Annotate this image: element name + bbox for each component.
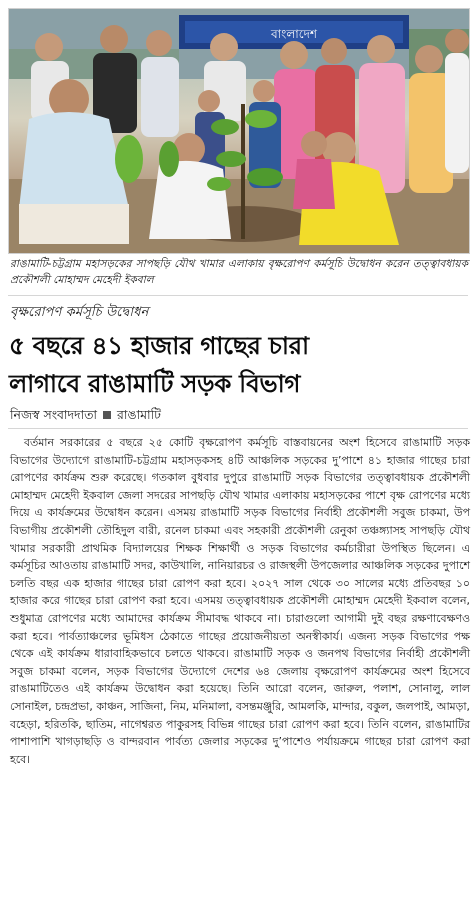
article-kicker: বৃক্ষরোপণ কর্মসূচি উদ্বোধন bbox=[10, 305, 149, 320]
headline-line-1: ৫ বছরে ৪১ হাজার গাছের চারা bbox=[9, 331, 309, 360]
article-headline bbox=[9, 327, 471, 403]
banner-text: বাংলাদেশ bbox=[271, 27, 317, 41]
news-photo bbox=[8, 8, 470, 254]
article-body-text: বর্তমান সরকারের ৫ বছরে ২৫ কোটি বৃক্ষরোপণ কর্মসূচি বাস্তবায়নের অংশ হিসেবে রাঙামাটি সড়ক বিভাগের উদ্যোগে রাঙামাটি-চট্টগ্রাম মহাসড়কসহ ৪টি আঞ্চলিক সড়কের দু’পাশে ৪১ হাজার গাছের চারা রোপণের কার্যক্রম শুরু করেছে। গতকাল বুধবার দুপুরে রাঙামাটি সড়ক বিভাগের তত্ত্বাবধায়ক প্রকৌশলী মোহাম্মদ মেহেদী ইকবাল জেলা সদরের সাপছড়ি যৌথ খামার এলাকায় মহাসড়কের পাশে বৃক্ষ রোপণের মধ্যে দিয়ে এ কার্যক্রমের উদ্বোধন করেন। এসময় রাঙামাটি সড়ক বিভাগের নির্বাহী প্রকৌশলী সবুজ চাকমা, উপ বিভাগীয় প্রকৌশলী তৌহিদুল বারী, রনেল চাকমা এবং সহকারী প্রকৌশলী রেনুকা তঞ্চঙ্গ্যাসহ সাপছড়ি যৌথ খামার সরকারী প্রাথমিক বিদ্যালয়ের শিক্ষক শিক্ষার্থী ও সড়ক বিভাগের কর্মচারীরা উপস্থিত ছিলেন। এ কর্মসূচির আওতায় রাঙামাটি সদর, কাউখালি, নানিয়ারচর ও রাজস্থলী উপজেলার আঞ্চলিক সড়কের দুপাশে চলতি বছর এক হাজার গাছের চারা রোপণ করা হবে। ২০২৭ সাল থেকে ৩০ সালের মধ্যে প্রতিবছর ১০ হাজার করে গাছের চারা রোপণ করা হবে। এসময় তত্ত্বাবধায়ক প্রকৌশলী মোহাম্মদ মেহেদী ইকবাল বলেন, শুধুমাত্র রোপণের মধ্যে আমাদের কার্যক্রম সীমাবদ্ধ থাকবে না। চারাগুলো আগামী দুই বছর রক্ষণাবেক্ষণও করা হবে। পার্বত্যাঞ্চলের ভূমিধস ঠেকাতে গাছের প্রয়োজনীয়তা অনস্বীকার্য। এজন্য সড়ক বিভাগের পক্ষ থেকে এই কার্যক্রম ধারাবাহিকভাবে চলতে থাকবে। রাঙামাটি সড়ক ও জনপথ বিভাগের নির্বাহী প্রকৌশলী সবুজ চাকমা বলেন, সড়ক বিভাগের উদ্যোগে দেশের ৬৪ জেলায় বৃক্ষরোপণ কার্যক্রমের অংশ হিসেবে রাঙামাটিতেও এই কার্যক্রম উদ্বোধন করা হয়েছে। তিনি আরো বলেন, জারুল, পলাশ, সোনালু, লাল সোনাইল, চন্দ্রপ্রভা, কাঞ্চন, সাজিনা, নিম, মনিমালা, বসন্তমঞ্জুরি, আমলকি, মান্দার, বকুল, জলপাই, আমড়া, বহেড়া, হরিতকি, ছাতিম, নাগেশ্বরত পাকুরসহ বিভিন্ন গাছের চারা রোপণ করা হবে। তিনি বলেন, রাঙামাটির পাশাপাশি খাগড়াছড়ি ও বান্দরবান পার্বত্য জেলার সড়কের দু’পাশেও পর্যায়ক্রমে গাছের চারা রোপণ করা হবে। bbox=[10, 436, 470, 766]
article-byline bbox=[10, 407, 161, 427]
square-bullet-icon bbox=[103, 411, 111, 419]
divider bbox=[8, 295, 468, 296]
dateline-location: রাঙামাটি bbox=[117, 407, 161, 422]
article-body bbox=[10, 434, 470, 768]
photo-caption: রাঙামাটি-চট্টগ্রাম মহাসড়কের সাপছড়ি যৌথ খামার এলাকায় বৃক্ষরোপণ কর্মসূচি উদ্বোধন করেন তত্ত্বাবধায়ক প্রকৌশলী মোহাম্মদ মেহেদী ইকবাল bbox=[10, 258, 468, 286]
divider bbox=[8, 428, 468, 429]
reporter-name: নিজস্ব সংবাদদাতা bbox=[10, 407, 98, 422]
headline-line-2: লাগাবে রাঙামাটি সড়ক বিভাগ bbox=[9, 369, 301, 398]
